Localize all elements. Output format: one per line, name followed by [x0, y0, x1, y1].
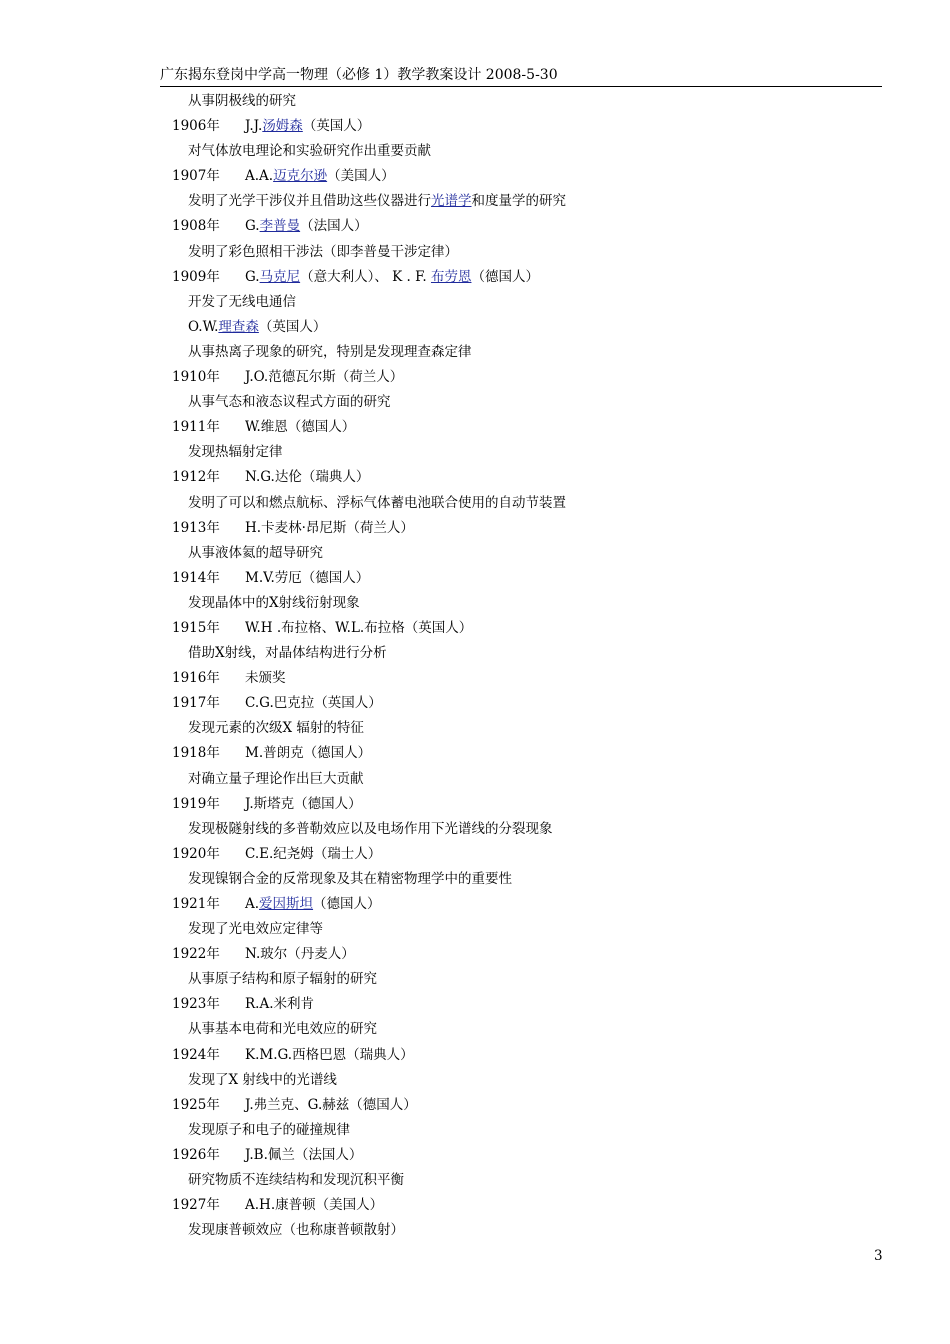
laureate-names [245, 566, 369, 591]
text-segment: A.A. [245, 168, 274, 185]
text-segment: （德国人） [471, 268, 539, 285]
award-year: 1918年 [172, 745, 220, 762]
text-segment: J.O.范德瓦尔斯（荷兰人） [245, 369, 404, 386]
hyperlink[interactable]: 李普曼 [259, 218, 301, 235]
award-entry [0, 1043, 950, 1068]
achievement-description: 发现原子和电子的碰撞规律 [188, 1121, 350, 1138]
hyperlink[interactable]: 汤姆森 [262, 118, 303, 135]
laureate-names [245, 516, 414, 541]
achievement-description: 发现了光电效应定律等 [188, 921, 323, 938]
award-year: 1909年 [172, 268, 220, 285]
award-entry [0, 942, 950, 967]
award-year: 1910年 [172, 369, 220, 386]
award-year: 1908年 [172, 218, 220, 235]
award-entry [0, 415, 950, 440]
award-entry [0, 1193, 950, 1218]
award-year: 1926年 [172, 1146, 220, 1163]
text-segment: M.普朗克（德国人） [245, 745, 372, 762]
header-title: 广东揭东登岗中学高一物理（必修 1）教学教案设计 2008-5-30 [160, 67, 558, 83]
award-year: 1916年 [172, 670, 220, 687]
achievement-description: 发明了彩色照相干涉法（即李普曼干涉定律） [188, 243, 458, 260]
document-body [0, 89, 950, 1243]
achievement-description: 发现极隧射线的多普勒效应以及电场作用下光谱线的分裂现象 [188, 820, 553, 837]
text-segment: R.A.米利肯 [245, 996, 314, 1013]
award-year: 1914年 [172, 569, 220, 586]
text-segment: A.H.康普顿（美国人） [245, 1197, 384, 1214]
award-year: 1921年 [172, 896, 220, 912]
achievement-description: 发现热辐射定律 [188, 444, 283, 461]
award-entry [0, 1143, 950, 1168]
laureate-names [245, 265, 539, 290]
achievement-description: 从事原子结构和原子辐射的研究 [188, 971, 377, 988]
hyperlink[interactable]: 布劳恩 [430, 268, 472, 285]
award-year: 1917年 [172, 695, 220, 712]
laureate-names [245, 415, 355, 440]
award-entry [0, 365, 950, 390]
achievement-description: 对气体放电理论和实验研究作出重要贡献 [188, 143, 431, 160]
achievement-description: 从事阴极线的研究 [188, 93, 296, 109]
achievement-description: 从事基本电荷和光电效应的研究 [188, 1021, 377, 1038]
award-entry [0, 741, 950, 766]
text-segment: W.H .布拉格、W.L.布拉格（英国人） [245, 619, 473, 636]
award-entry [0, 992, 950, 1017]
text-segment: C.G.巴克拉（英国人） [245, 695, 382, 712]
achievement-description: 从事热离子现象的研究，特别是发现理查森定律 [188, 343, 472, 360]
hyperlink[interactable]: 迈克尔逊 [273, 168, 328, 185]
award-year: 1911年 [172, 419, 220, 436]
text-segment: J.斯塔克（德国人） [245, 795, 362, 812]
achievement-description: 发现晶体中的X射线衍射现象 [188, 594, 360, 611]
text-segment: （意大利人）、 K . F. [300, 268, 431, 285]
award-entry [0, 691, 950, 716]
award-year: 1915年 [172, 619, 220, 636]
hyperlink[interactable]: 光谱学 [431, 193, 472, 210]
award-year: 1925年 [172, 1096, 220, 1113]
text-segment: O.W. [188, 318, 219, 335]
page-header [160, 66, 882, 87]
laureate-names [245, 792, 362, 817]
achievement-description: 开发了无线电通信 [188, 293, 296, 310]
laureate-names [245, 365, 403, 390]
achievement-description: 发现镍钢合金的反常现象及其在精密物理学中的重要性 [188, 870, 512, 887]
award-year: 1907年 [172, 168, 220, 185]
text-segment: M.V.劳厄（德国人） [245, 569, 370, 586]
text-segment: K.M.G.西格巴恩（瑞典人） [245, 1046, 414, 1063]
text-segment: J.弗兰克、G.赫兹（德国人） [245, 1096, 417, 1113]
award-entry [0, 566, 950, 591]
laureate-names [245, 942, 355, 967]
award-entry [0, 516, 950, 541]
achievement-description: 从事液体氦的超导研究 [188, 544, 323, 561]
laureate-names [245, 1043, 414, 1068]
hyperlink[interactable]: 爱因斯坦 [259, 896, 314, 912]
award-entry [0, 214, 950, 239]
laureate-names [245, 114, 370, 139]
laureate-names [245, 691, 382, 716]
award-entry [0, 792, 950, 817]
text-segment: 和度量学的研究 [471, 193, 566, 210]
laureate-names [245, 1193, 383, 1218]
achievement-description [0, 189, 950, 214]
achievement-description: 发现康普顿效应（也称康普顿散射） [188, 1222, 404, 1239]
achievement-description: 发明了可以和燃点航标、浮标气体蓄电池联合使用的自动节装置 [188, 494, 566, 511]
award-entry [0, 666, 950, 691]
award-entry [0, 892, 950, 917]
hyperlink[interactable]: 理查森 [218, 318, 259, 335]
text-segment: A. [245, 896, 260, 912]
laureate-names [245, 741, 371, 766]
award-entry [0, 164, 950, 189]
achievement-description [0, 315, 950, 340]
text-segment: C.E.纪尧姆（瑞士人） [245, 845, 382, 862]
text-segment: N.玻尔（丹麦人） [245, 946, 355, 963]
achievement-description: 对确立量子理论作出巨大贡献 [188, 770, 364, 787]
award-year: 1919年 [172, 795, 220, 812]
text-segment: G. [245, 268, 260, 285]
award-year: 1920年 [172, 845, 220, 862]
text-segment: 未颁奖 [245, 670, 286, 687]
award-entry [0, 1093, 950, 1118]
award-entry [0, 265, 950, 290]
page-number: 3 [874, 1248, 883, 1264]
award-year: 1923年 [172, 996, 220, 1013]
award-entry [0, 616, 950, 641]
text-segment: （法国人） [300, 218, 368, 235]
achievement-description: 发现元素的次级X 辐射的特征 [188, 720, 364, 737]
award-entry [0, 465, 950, 490]
text-segment: （美国人） [327, 168, 395, 185]
laureate-names [245, 842, 381, 867]
text-segment: （英国人） [302, 118, 371, 135]
laureate-names [245, 214, 368, 239]
text-segment: （英国人） [258, 318, 327, 335]
text-segment: （德国人） [313, 896, 381, 912]
text-segment: W.维恩（德国人） [245, 419, 356, 436]
award-year: 1924年 [172, 1046, 220, 1063]
award-year: 1922年 [172, 946, 220, 963]
text-segment: N.G.达伦（瑞典人） [245, 469, 370, 486]
achievement-description: 发现了X 射线中的光谱线 [188, 1071, 337, 1088]
laureate-names [245, 992, 314, 1017]
laureate-names [245, 666, 286, 691]
hyperlink[interactable]: 马克尼 [259, 268, 301, 285]
text-segment: 发明了光学干涉仪并且借助这些仪器进行 [188, 193, 431, 210]
laureate-names [245, 465, 369, 490]
text-segment: J.J. [245, 118, 263, 135]
achievement-description: 借助X射线，对晶体结构进行分析 [188, 645, 387, 662]
laureate-names [245, 892, 381, 917]
laureate-names [245, 1143, 362, 1168]
text-segment: H.卡麦林·昂尼斯（荷兰人） [245, 519, 414, 536]
award-entry [0, 114, 950, 139]
award-year: 1913年 [172, 519, 220, 536]
text-segment: J.B.佩兰（法国人） [245, 1146, 363, 1163]
award-year: 1927年 [172, 1197, 220, 1214]
achievement-description: 从事气态和液态议程式方面的研究 [188, 394, 391, 411]
award-year: 1906年 [172, 118, 220, 135]
award-year: 1912年 [172, 469, 220, 486]
text-segment: G. [245, 218, 260, 235]
laureate-names [245, 616, 472, 641]
laureate-names [245, 164, 395, 189]
award-entry [0, 842, 950, 867]
laureate-names [245, 1093, 417, 1118]
achievement-description: 研究物质不连续结构和发现沉积平衡 [188, 1172, 404, 1189]
